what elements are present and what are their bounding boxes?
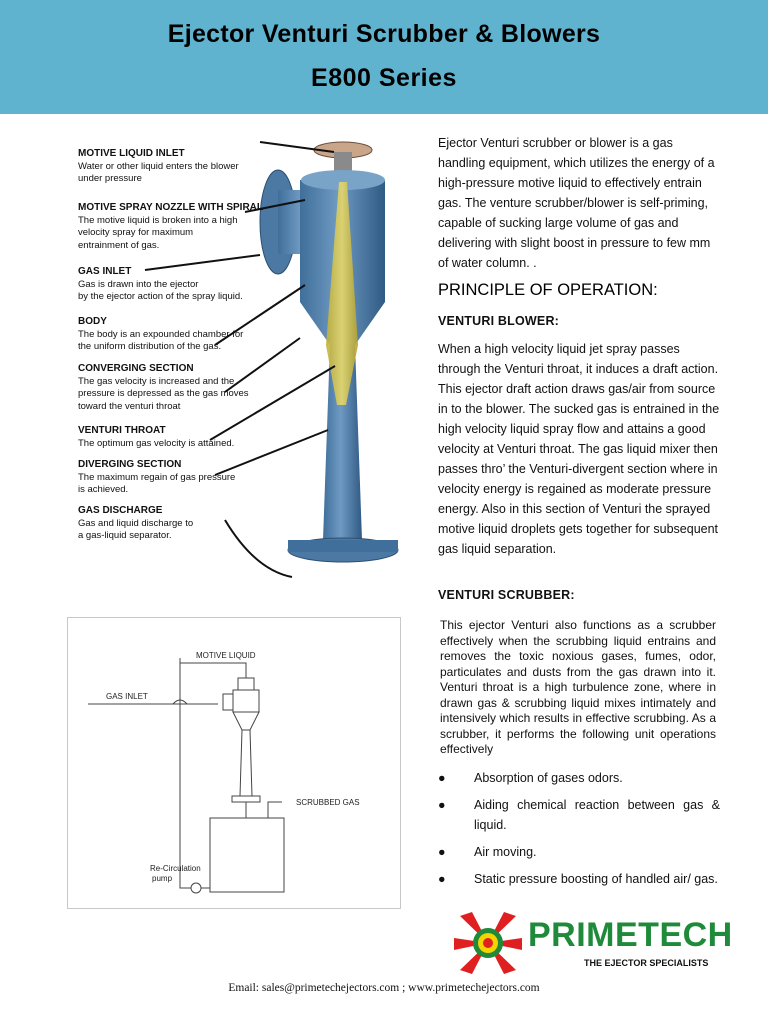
label-gas-inlet-flow: GAS INLET [106, 692, 148, 701]
bullet-icon: ● [438, 771, 446, 785]
label-scrubbed-gas: SCRUBBED GAS [296, 798, 360, 807]
label-diverging-section: DIVERGING SECTION The maximum regain of gas pressure is achieved. [78, 459, 236, 495]
intro-paragraph: Ejector Venturi scrubber or blower is a gas handling equipment, which utilizes the energy of a high-pressure motive liquid to effectively entrain gas. The venture scrubber/blower is self-priming, capable of sucking large volume of gas and delivering with slight boost in pressure to few mm of water column. . [438, 136, 715, 270]
label-motive-liquid: MOTIVE LIQUID [196, 651, 256, 660]
label-venturi-throat: VENTURI THROAT The optimum gas velocity is attained. [78, 425, 235, 449]
footer-contact: Email: sales@primetechejectors.com ; www.primetechejectors.com [228, 982, 540, 994]
list-item: ● Air moving. [436, 842, 720, 862]
bullet-icon: ● [438, 872, 446, 886]
label-gas-inlet: GAS INLET Gas is drawn into the ejector by the ejector action of the spray liquid. [78, 266, 243, 302]
logo-tagline: THE EJECTOR SPECIALISTS [584, 958, 709, 968]
bullet-icon: ● [438, 845, 446, 859]
venturi-scrubber-heading: VENTURI SCRUBBER: [438, 588, 575, 602]
bullet-icon: ● [438, 798, 446, 812]
header-banner [0, 0, 768, 114]
venturi-scrubber-paragraph: This ejector Venturi also functions as a scrubber effectively when the scrubbing liquid entrains and removes the toxic noxious gases, fumes, odor, particulates and dusts from the gas drawn into it. Venturi throat is a high turbulence zone, where in drawn gas & scrubbing liquid mixes intimately and intensively which results in effective scrubbing. As a scrubber, it performs the following unit operations effectively [440, 618, 716, 756]
venturi-blower-paragraph: When a high velocity liquid jet spray passes through the Venturi throat, it induces a draft action. This ejector draft action draws gas/air from source in to the blower. The sucked gas is entrained in the high velocity liquid spray flow and attains a good velocity at Venturi throat. The gas liquid mixer then passes thro’ the Venturi-divergent section where in velocity energy is regained as moderate pressure energy. Also in this section of Venturi the sprayed motive liquid droplets gets together for subsequent gas liquid separation. [438, 342, 720, 556]
label-body: BODY The body is an expounded chamber for the uniform distribution of the gas. [78, 316, 244, 352]
scrubber-diagram [60, 130, 430, 590]
list-item: ● Aiding chemical reaction between gas & liquid. [436, 795, 720, 835]
list-item: ● Absorption of gases odors. [436, 768, 720, 788]
principle-heading: PRINCIPLE OF OPERATION: [438, 281, 658, 299]
label-recirculation: Re-Circulation [150, 864, 201, 873]
logo-mark-icon [452, 908, 524, 978]
label-motive-spray-nozzle: MOTIVE SPRAY NOZZLE WITH SPIRAL The motive liquid is broken into a high velocity spray for maximum entrainment of gas. [78, 202, 264, 251]
venturi-blower-heading: VENTURI BLOWER: [438, 314, 560, 328]
flow-schematic [67, 617, 401, 909]
label-pump: pump [152, 874, 173, 883]
flow-schematic-lines [68, 618, 400, 908]
label-gas-discharge: GAS DISCHARGE Gas and liquid discharge to a gas-liquid separator. [78, 505, 194, 541]
page-title: Ejector Venturi Scrubber & Blowers [167, 20, 601, 48]
list-item: ● Static pressure boosting of handled air/ gas. [436, 869, 720, 889]
label-motive-liquid-inlet: MOTIVE LIQUID INLET Water or other liquid enters the blower under pressure [78, 148, 239, 184]
primetech-logo [452, 908, 733, 978]
operations-list [436, 768, 720, 896]
label-converging-section: CONVERGING SECTION The gas velocity is increased and the pressure is depressed as the gas moves toward the venturi throat [78, 363, 249, 412]
page-subtitle: E800 Series [311, 64, 457, 92]
logo-name: PRIMETECH [528, 916, 733, 954]
